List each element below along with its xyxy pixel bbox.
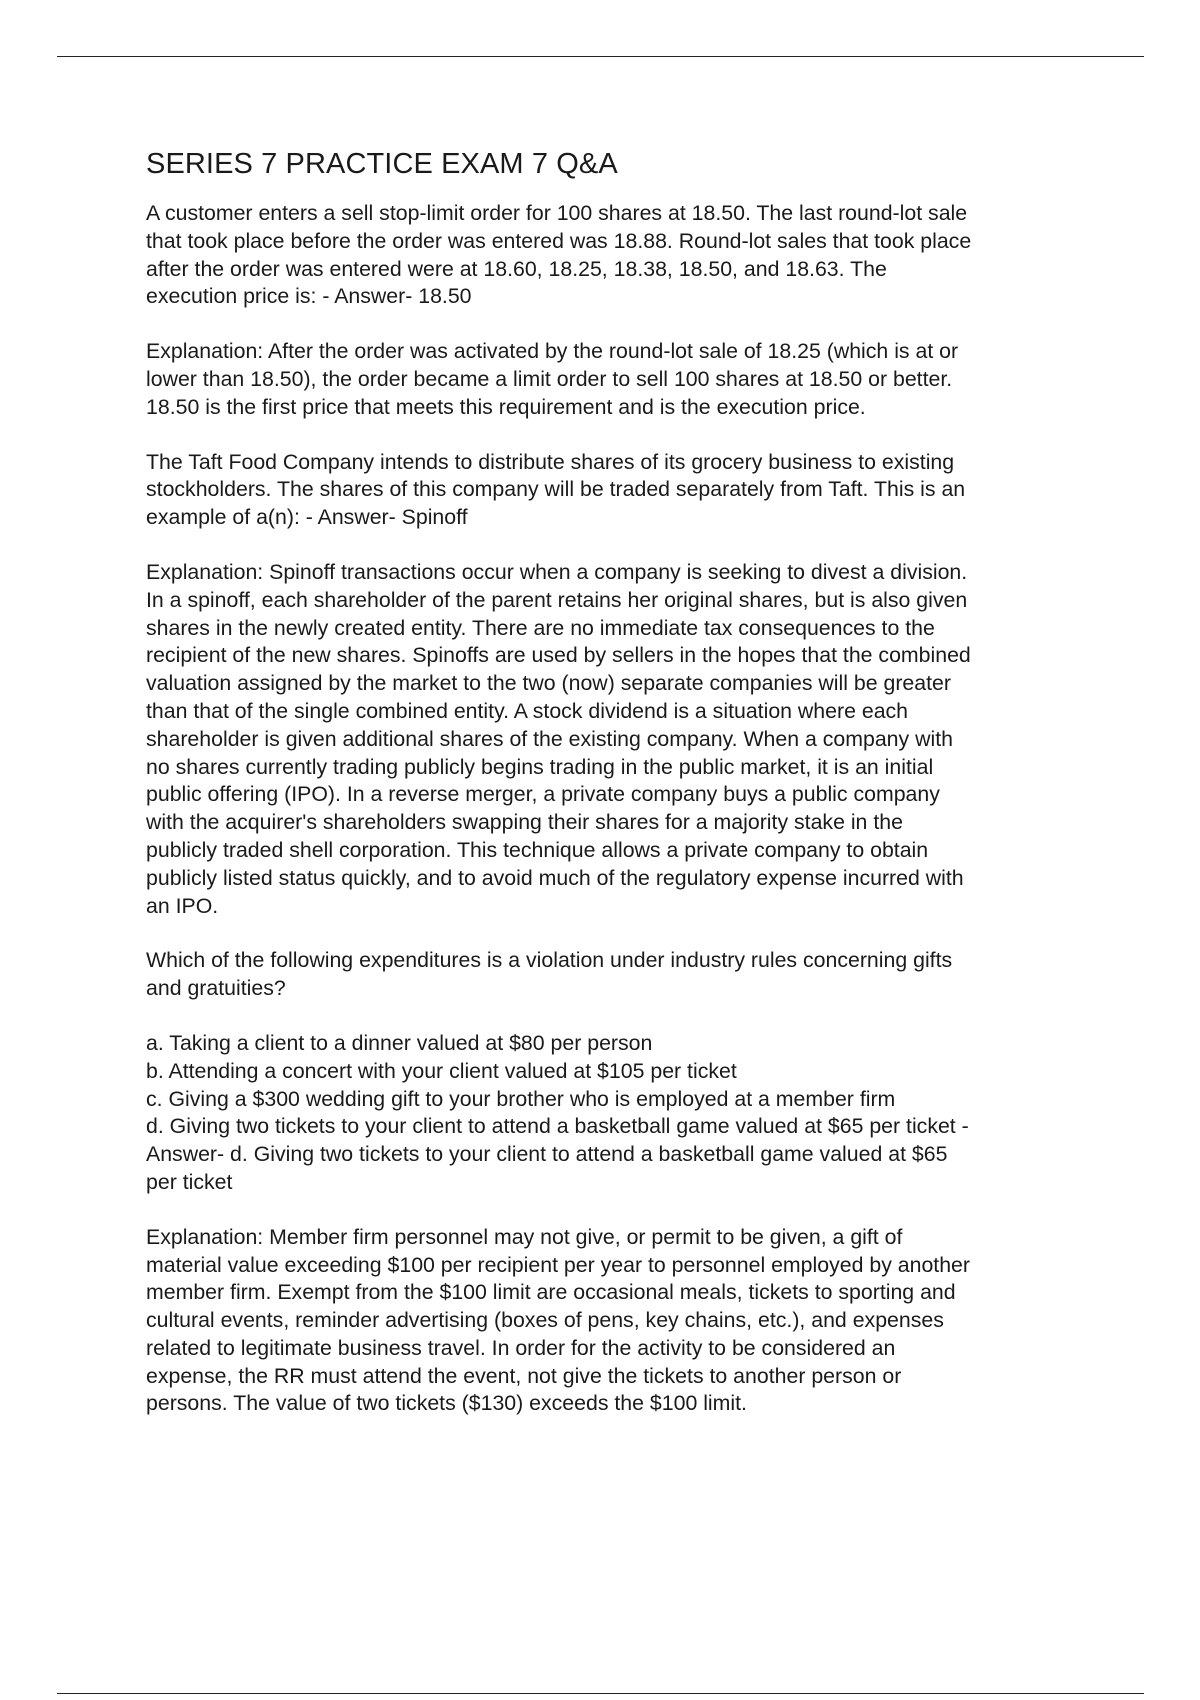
- text-line: execution price is: - Answer- 18.50: [146, 284, 472, 309]
- text-line: shareholder is given additional shares of the existing company. When a company with: [146, 726, 953, 751]
- text-line: material value exceeding $100 per recipient per year to personnel employed by another: [146, 1252, 970, 1277]
- text-line: expense, the RR must attend the event, not give the tickets to another person or: [146, 1363, 902, 1388]
- option-d: d. Giving two tickets to your client to attend a basketball game valued at $65 per ticket -: [146, 1114, 969, 1139]
- text-line: recipient of the new shares. Spinoffs are used by sellers in the hopes that the combined: [146, 643, 971, 668]
- option-a: a. Taking a client to a dinner valued at $80 per person: [146, 1030, 653, 1055]
- text-line: publicly traded shell corporation. This technique allows a private company to obtain: [146, 837, 929, 862]
- document-title: SERIES 7 PRACTICE EXAM 7 Q&A: [146, 148, 618, 180]
- text-line: related to legitimate business travel. In order for the activity to be considered an: [146, 1335, 896, 1360]
- text-line: per ticket: [146, 1169, 233, 1194]
- text-line: Explanation: Spinoff transactions occur when a company is seeking to divest a division.: [146, 559, 968, 584]
- question-1: [146, 200, 1091, 311]
- text-line: publicly listed status quickly, and to avoid much of the regulatory expense incurred with: [146, 865, 964, 890]
- text-line: The Taft Food Company intends to distribute shares of its grocery business to existing: [146, 449, 955, 474]
- question-3: [146, 947, 1091, 1003]
- text-line: an IPO.: [146, 893, 219, 918]
- text-line: member firm. Exempt from the $100 limit are occasional meals, tickets to sporting and: [146, 1280, 956, 1305]
- text-line: lower than 18.50), the order became a limit order to sell 100 shares at 18.50 or better.: [146, 366, 953, 391]
- explanation-2: [146, 559, 1091, 920]
- text-line: Explanation: After the order was activated by the round-lot sale of 18.25 (which is at or: [146, 339, 959, 364]
- text-line: 18.50 is the first price that meets this requirement and is the execution price.: [146, 394, 866, 419]
- text-line: valuation assigned by the market to the two (now) separate companies will be greater: [146, 671, 951, 696]
- text-line: Answer- d. Giving two tickets to your client to attend a basketball game valued at $65: [146, 1142, 948, 1167]
- text-line: no shares currently trading publicly begins trading in the public market, it is an initial: [146, 754, 934, 779]
- explanation-1: [146, 338, 1091, 421]
- text-line: cultural events, reminder advertising (boxes of pens, key chains, etc.), and expenses: [146, 1308, 944, 1333]
- option-b: b. Attending a concert with your client valued at $105 per ticket: [146, 1058, 737, 1083]
- document-body: [146, 146, 1091, 1445]
- text-line: A customer enters a sell stop-limit order for 100 shares at 18.50. The last round-lot sale: [146, 201, 968, 225]
- text-line: persons. The value of two tickets ($130) exceeds the $100 limit.: [146, 1391, 747, 1416]
- text-line: and gratuities?: [146, 976, 286, 1001]
- option-c: c. Giving a $300 wedding gift to your brother who is employed at a member firm: [146, 1086, 896, 1111]
- text-line: stockholders. The shares of this company will be traded separately from Taft. This is an: [146, 477, 966, 502]
- question-2: [146, 449, 1091, 532]
- text-line: example of a(n): - Answer- Spinoff: [146, 505, 468, 530]
- explanation-3: [146, 1224, 1091, 1419]
- text-line: than that of the single combined entity. A stock dividend is a situation where each: [146, 698, 909, 723]
- text-line: In a spinoff, each shareholder of the parent retains her original shares, but is also given: [146, 587, 968, 612]
- text-line: after the order was entered were at 18.60, 18.25, 18.38, 18.50, and 18.63. The: [146, 256, 887, 281]
- top-rule: [57, 56, 1144, 57]
- text-line: Which of the following expenditures is a violation under industry rules concerning gifts: [146, 948, 953, 973]
- text-line: shares in the newly created entity. There are no immediate tax consequences to the: [146, 615, 935, 640]
- bottom-rule: [57, 1693, 1144, 1694]
- text-line: public offering (IPO). In a reverse merger, a private company buys a public company: [146, 782, 940, 807]
- text-line: that took place before the order was entered was 18.88. Round-lot sales that took place: [146, 228, 972, 253]
- text-line: Explanation: Member firm personnel may not give, or permit to be given, a gift of: [146, 1224, 903, 1249]
- text-line: with the acquirer's shareholders swapping their shares for a majority stake in the: [146, 810, 903, 835]
- answer-options: [146, 1030, 1091, 1197]
